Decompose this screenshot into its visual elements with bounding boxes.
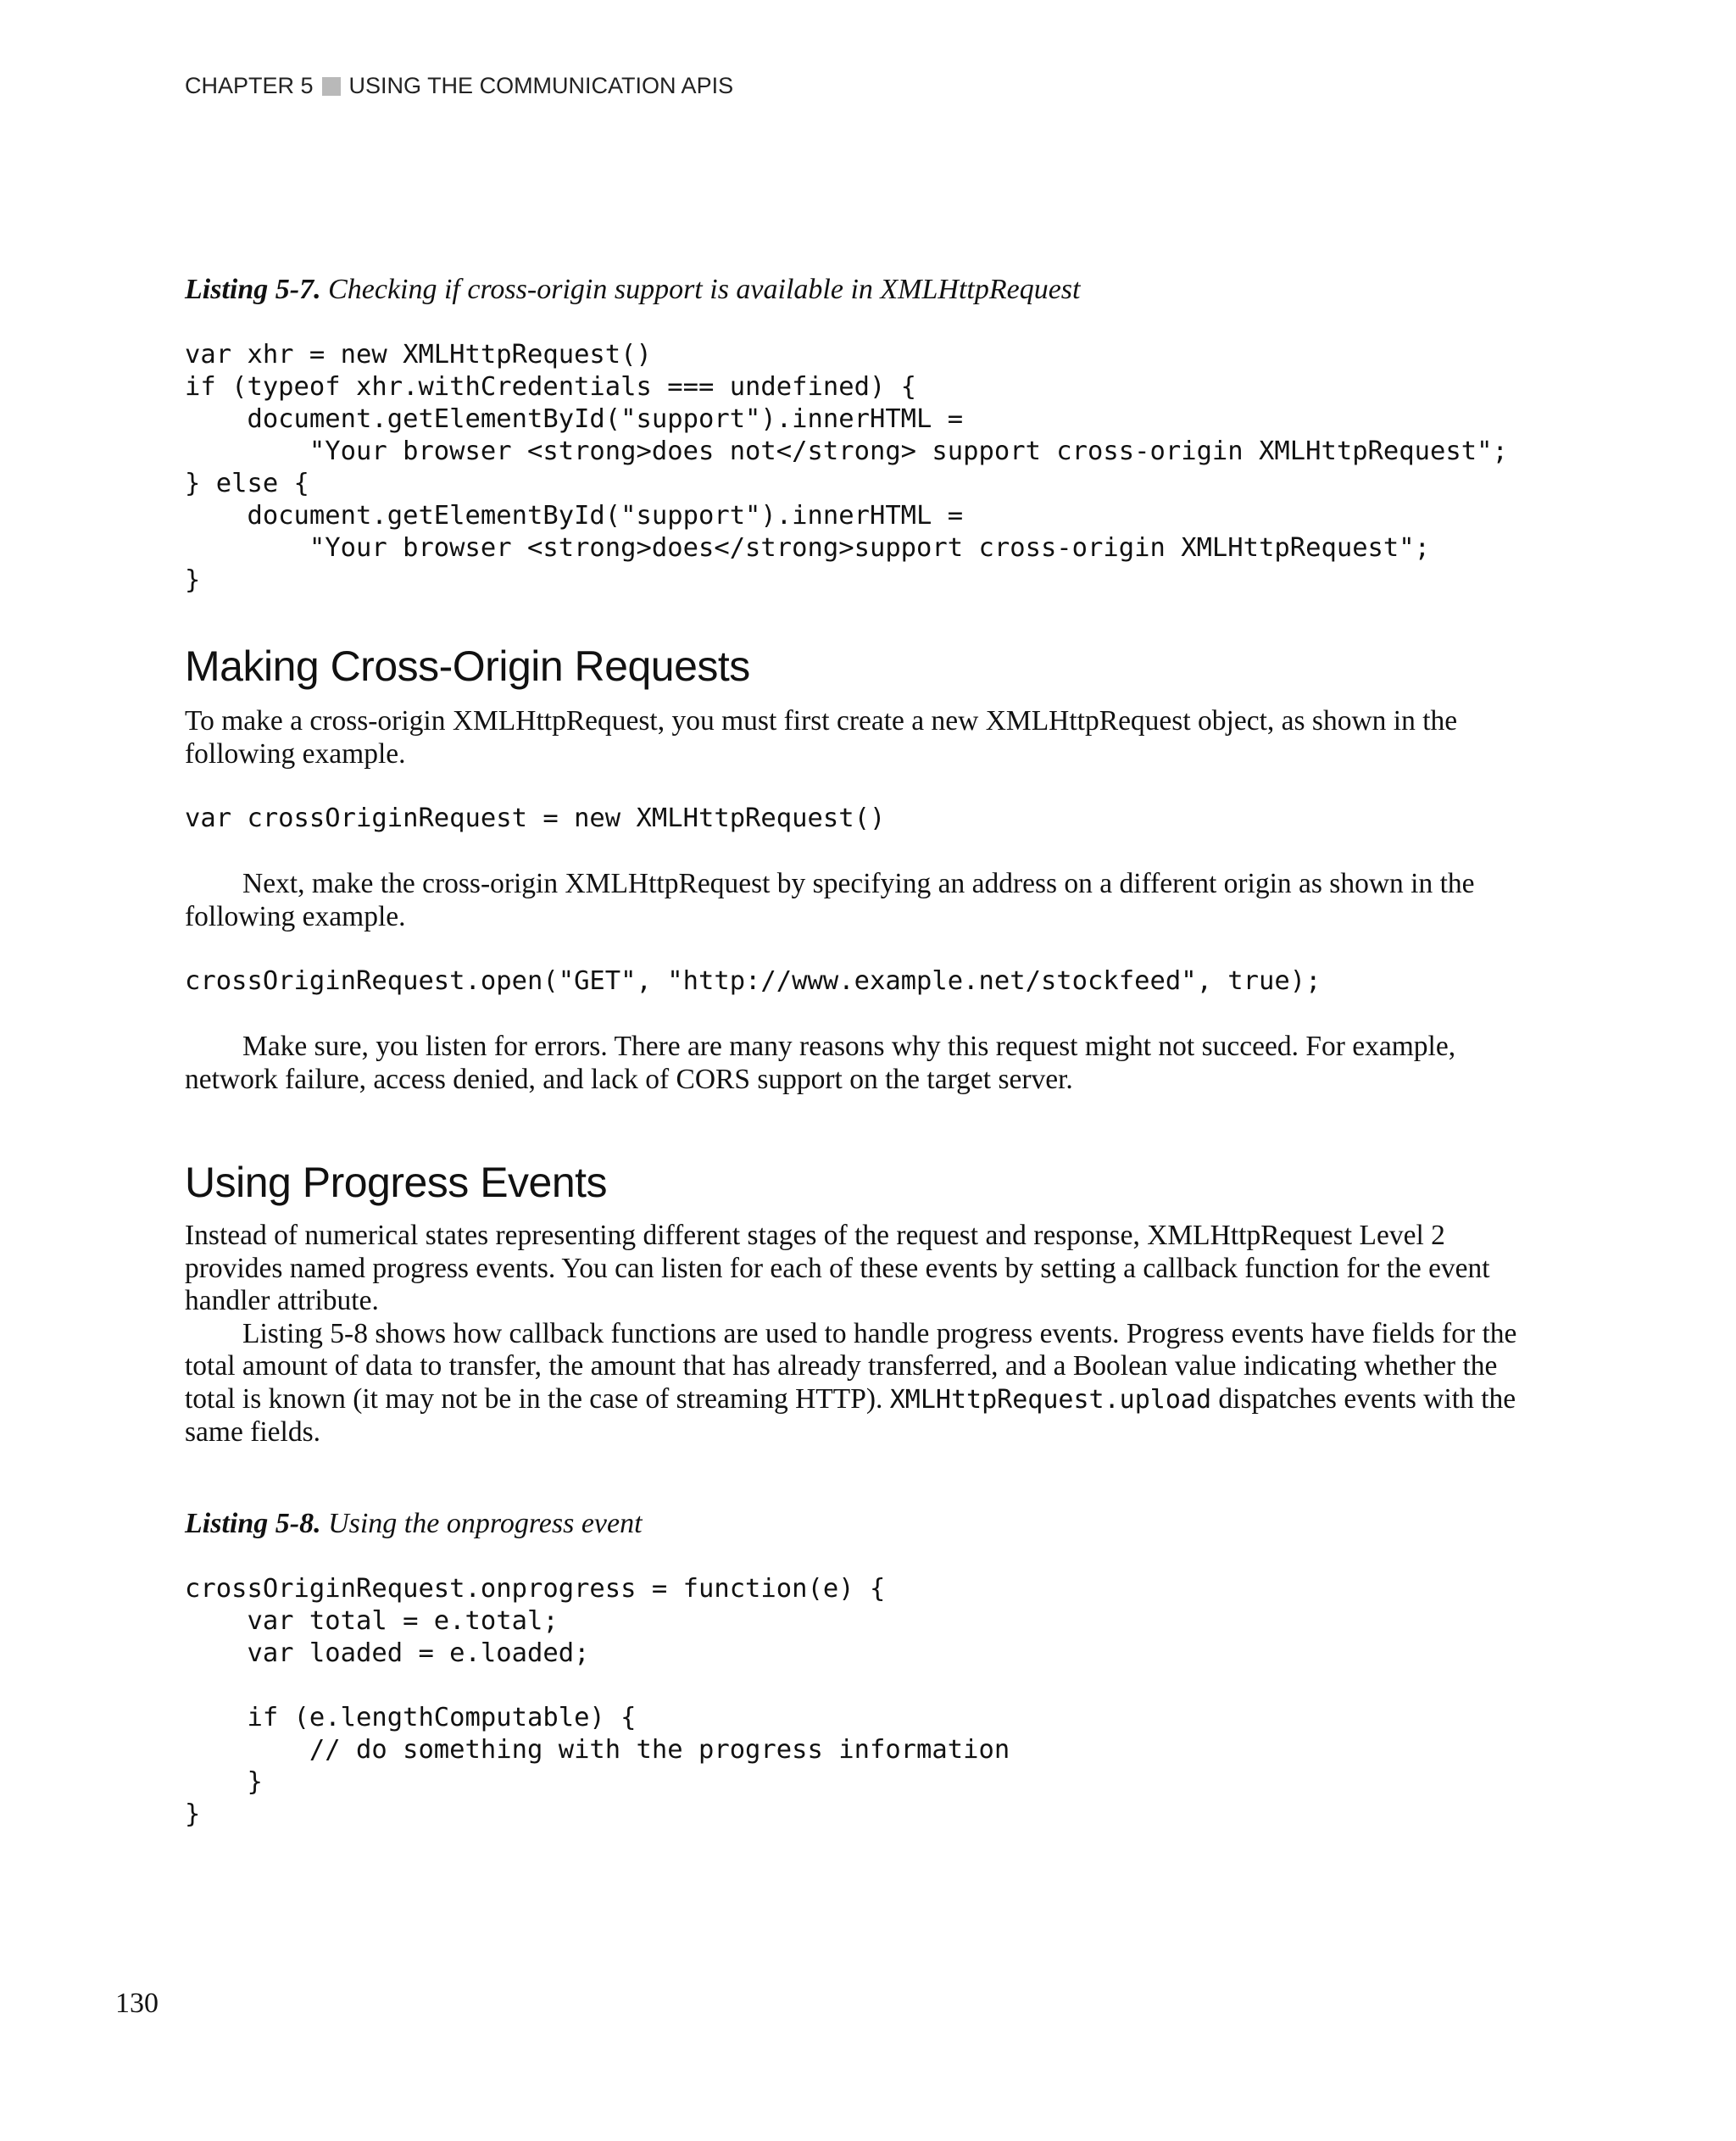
paragraph: To make a cross-origin XMLHttpRequest, you must first create a new XMLHttpRequest object, as shown in the following example. xyxy=(185,705,1458,770)
section-heading: Making Cross-Origin Requests xyxy=(185,642,750,690)
code-listing: var xhr = new XMLHttpRequest() if (typeof xhr.withCredentials === undefined) { document.getElementById("support").innerHTML = "Your browser <strong>does not</strong> support cross-origin XMLHttpRequest"; } else { document.getElementById("support").innerHTML = "Your browser <strong>does</strong>support cross-origin XMLHttpRequest"; } xyxy=(185,340,1508,595)
paragraph-text: Listing 5-8 shows how callback functions are used to handle progress events. Progress events have fields for the total amount of data to transfer, the amount that has already transferred, and a Boolean value indicating whether the total is known (it may not be in the case of streaming HTTP). xyxy=(185,1317,1517,1415)
code-listing: crossOriginRequest.onprogress = function(e) { var total = e.total; var loaded = e.loaded; if (e.lengthComputable) { // do something with the progress information } } xyxy=(185,1573,1010,1829)
listing-label: Listing 5-7. xyxy=(185,274,321,305)
inline-code: XMLHttpRequest.upload xyxy=(889,1384,1212,1415)
code-snippet: var crossOriginRequest = new XMLHttpRequest() xyxy=(185,804,886,833)
page-number: 130 xyxy=(115,1988,159,2019)
paragraph: Instead of numerical states representing different stages of the request and response, XMLHttpRequest Level 2 provides named progress events. You can listen for each of these events by setting a callback function for the event handler attribute. xyxy=(185,1220,1490,1316)
chapter-label: CHAPTER 5 xyxy=(185,73,314,98)
listing-caption xyxy=(185,1507,1541,1541)
page-body xyxy=(185,273,1541,1831)
listing-label: Listing 5-8. xyxy=(185,1507,321,1539)
paragraph xyxy=(185,1318,1541,1449)
section-heading: Using Progress Events xyxy=(185,1159,608,1206)
paragraph: Make sure, you listen for errors. There are many reasons why this request might not succeed. For example, network failure, access denied, and lack of CORS support on the target server. xyxy=(185,1031,1456,1095)
separator-square-icon xyxy=(322,77,341,96)
listing-title: Checking if cross-origin support is available in XMLHttpRequest xyxy=(328,274,1081,305)
listing-title: Using the onprogress event xyxy=(328,1507,643,1539)
paragraph-tail: dispatches events with the same fields. xyxy=(185,1382,1516,1448)
code-snippet: crossOriginRequest.open("GET", "http://www.example.net/stockfeed", true); xyxy=(185,966,1321,996)
chapter-title: USING THE COMMUNICATION APIS xyxy=(348,73,734,98)
listing-caption xyxy=(185,273,1541,307)
paragraph: Next, make the cross-origin XMLHttpRequest by specifying an address on a different origin as shown in the following example. xyxy=(185,868,1475,932)
running-head xyxy=(185,73,733,99)
